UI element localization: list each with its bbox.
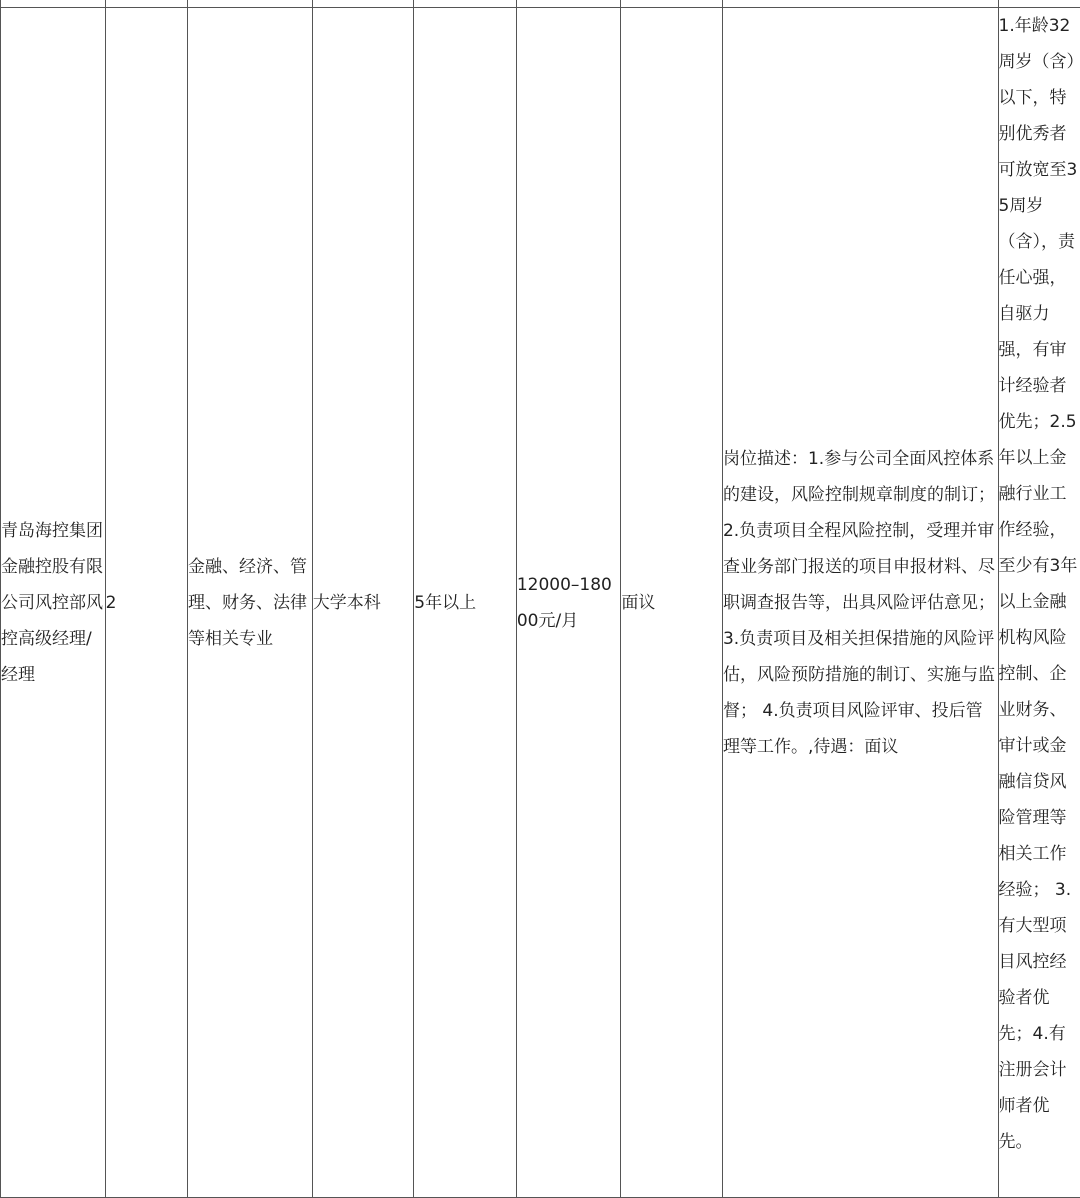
table-cell-empty (188, 0, 313, 8)
table-cell-empty (1, 0, 106, 8)
experience-cell: 5年以上 (414, 8, 517, 1198)
job-requirements-cell: 1.年龄32周岁（含）以下，特别优秀者可放宽至35周岁（含），责任心强，自驱力强，有审计经验者优先；2.5年以上金融行业工作经验，至少有3年以上金融机构风险控制、企业财务、审计或金融信贷风险管理等相关工作经验； 3.有大型项目风控经验者优先；4.有注册会计师者优先。 (998, 8, 1080, 1198)
job-description-cell: 岗位描述：1.参与公司全面风控体系的建设，风险控制规章制度的制订； 2.负责项目全程风险控制，受理并审查业务部门报送的项目申报材料、尽职调查报告等，出具风险评估意见； 3.负责项目及相关担保措施的风险评估，风险预防措施的制订、实施与监督； 4.负责项目风险评审、投后管理等工作。,待遇：面议 (722, 8, 998, 1198)
salary-cell: 12000–18000元/月 (516, 8, 621, 1198)
table-cell-empty (516, 0, 621, 8)
table-cell-empty (621, 0, 723, 8)
major-requirement-cell: 金融、经济、管理、财务、法律等相关专业 (188, 8, 313, 1198)
table-cell-empty (998, 0, 1080, 8)
headcount-cell: 2 (105, 8, 187, 1198)
position-name-cell: 青岛海控集团金融控股有限公司风控部风控高级经理/经理 (1, 8, 106, 1198)
table-row (1, 8, 1080, 1198)
table-cell-empty (414, 0, 517, 8)
table-cell-empty (105, 0, 187, 8)
education-cell: 大学本科 (312, 8, 414, 1198)
table-cell-empty (722, 0, 998, 8)
table-cell-empty (312, 0, 414, 8)
table-row-partial (1, 0, 1080, 8)
treatment-cell: 面议 (621, 8, 723, 1198)
